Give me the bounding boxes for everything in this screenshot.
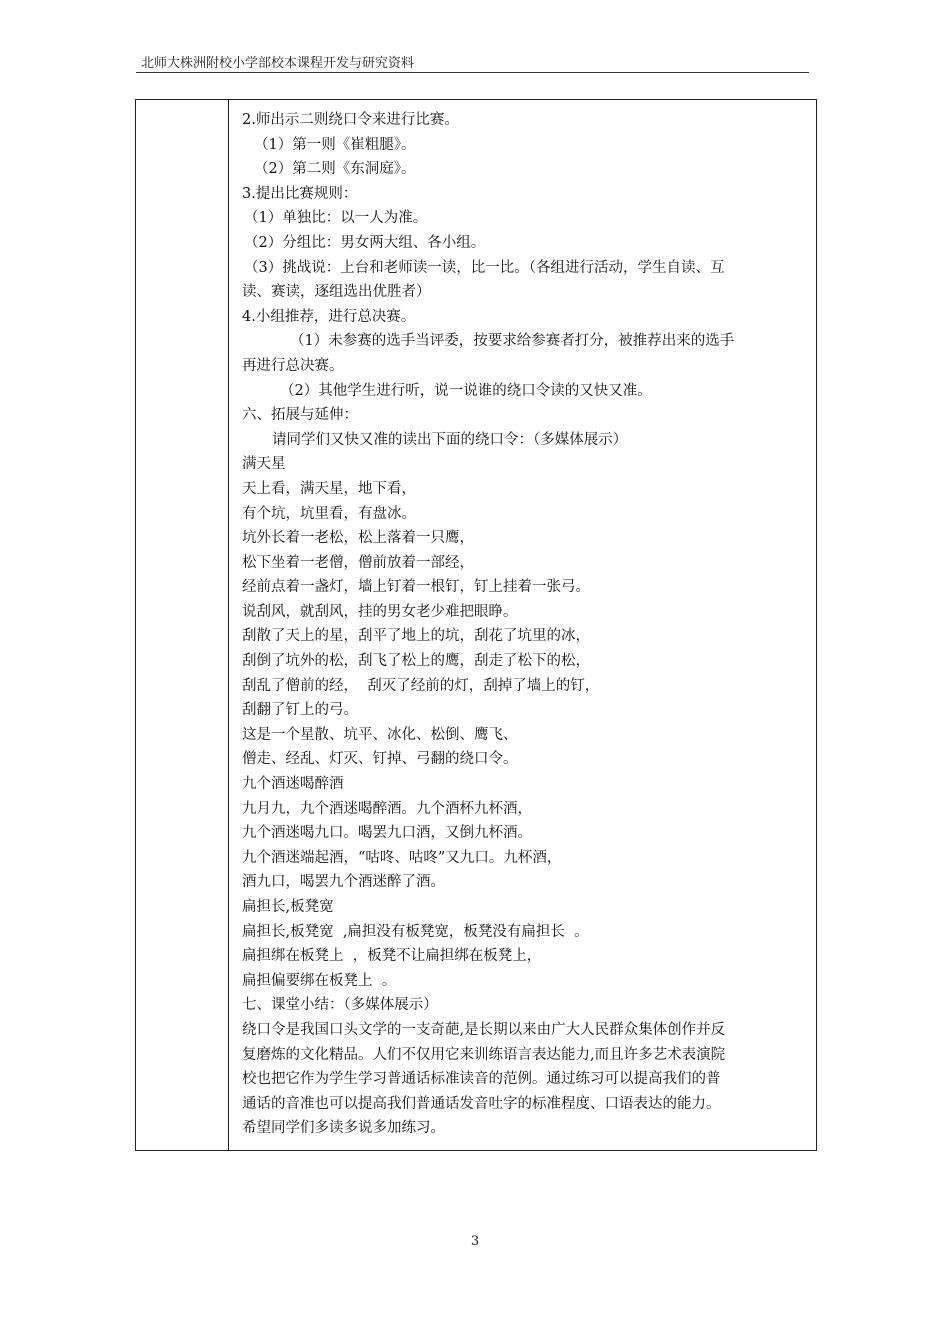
- text-line: 松下坐着一老僧，僧前放着一部经，: [242, 554, 474, 571]
- text-line: 刮乱了僧前的经， 刮灭了经前的灯，刮掉了墙上的钉，: [242, 677, 600, 694]
- text-line: 九月九，九个酒迷喝醉酒。九个酒杯九杯酒，: [242, 800, 532, 817]
- page-header: 北师大株洲附校小学部校本课程开发与研究资料: [141, 56, 415, 71]
- text-line: 九个酒迷端起酒，“咕咚、咕咚”又九口。九杯酒，: [242, 849, 562, 866]
- text-line: 4.小组推荐，进行总决赛。: [242, 308, 416, 325]
- lesson-content: [242, 108, 804, 1141]
- tongue-twister-title: 九个酒迷喝醉酒: [242, 776, 344, 793]
- text-line: （2）其他学生进行听，说一说谁的绕口令读的又快又准。: [280, 382, 652, 399]
- text-line: 扁担绑在板凳上 ，板凳不让扁担绑在板凳上，: [242, 948, 542, 965]
- text-line: 坑外长着一老松，松上落着一只鹰，: [242, 530, 474, 547]
- text-line: 酒九口，喝罢九个酒迷醉了酒。: [242, 874, 445, 891]
- text-line: 希望同学们多读多说多加练习。: [242, 1120, 445, 1137]
- text-line: 天上看，满天星，地下看，: [242, 480, 416, 497]
- text-line: 3.提出比赛规则：: [242, 185, 358, 202]
- text-line: 再进行总决赛。: [242, 357, 344, 374]
- text-line: 刮散了天上的星，刮平了地上的坑，刮花了坑里的冰，: [242, 628, 590, 645]
- page-number: 3: [470, 1234, 480, 1249]
- text-line: 扁担偏要绑在板凳上 。: [242, 972, 397, 989]
- table-column-divider: [228, 99, 229, 1151]
- text-line: 绕口令是我国口头文学的一支奇葩,是长期以来由广大人民群众集体创作并反: [242, 1021, 726, 1038]
- text-line: 这是一个星散、坑平、冰化、松倒、鹰飞、: [242, 726, 518, 743]
- text-line: 2.师出示二则绕口令来进行比赛。: [242, 112, 459, 128]
- text-line: 复磨炼的文化精品。人们不仅用它来训练语言表达能力,而且许多艺术表演院: [242, 1046, 726, 1063]
- tongue-twister-title: 满天星: [242, 456, 286, 473]
- text-line: 僧走、经乱、灯灭、钉掉、弓翻的绕口令。: [242, 751, 518, 768]
- text-line: 读、赛读，逐组选出优胜者）: [242, 284, 431, 301]
- section-heading: 七、课堂小结：（多媒体展示）: [242, 997, 438, 1014]
- text-line: 扁担长,板凳宽 ,扁担没有板凳宽，板凳没有扁担长 。: [242, 923, 589, 940]
- text-line: （3）挑战说：上台和老师读一读，比一比。（各组进行活动，学生自读、互: [244, 259, 725, 276]
- text-line: （1）未参赛的选手当评委，按要求给参赛者打分，被推荐出来的选手: [290, 333, 735, 350]
- text-line: 校也把它作为学生学习普通话标准读音的范例。通过练习可以提高我们的普: [242, 1071, 721, 1088]
- header-rule: [136, 72, 809, 73]
- text-line: （1）第一则《崔粗腿》。: [254, 136, 416, 153]
- text-line: （2）第二则《东洞庭》。: [254, 161, 416, 178]
- text-line: （1）单独比：以一人为准。: [244, 210, 428, 227]
- text-line: 刮翻了钉上的弓。: [242, 702, 358, 719]
- text-line: （2）分组比：男女两大组、各小组。: [244, 234, 486, 251]
- text-line: 有个坑，坑里看，有盘冰。: [242, 505, 416, 522]
- tongue-twister-title: 扁担长,板凳宽: [242, 899, 334, 915]
- text-line: 通话的音准也可以提高我们普通话发音吐字的标准程度、口语表达的能力。: [242, 1095, 721, 1112]
- text-line: 九个酒迷喝九口。喝罢九口酒，又倒九杯酒。: [242, 825, 532, 842]
- section-heading: 六、拓展与延伸：: [242, 407, 358, 424]
- text-line: 说刮风，就刮风，挂的男女老少难把眼睁。: [242, 603, 518, 620]
- text-line: 请同学们又快又准的读出下面的绕口令：（多媒体展示）: [272, 431, 628, 448]
- text-line: 经前点着一盏灯，墙上钉着一根钉，钉上挂着一张弓。: [242, 579, 590, 596]
- text-line: 刮倒了坑外的松，刮飞了松上的鹰，刮走了松下的松，: [242, 653, 590, 670]
